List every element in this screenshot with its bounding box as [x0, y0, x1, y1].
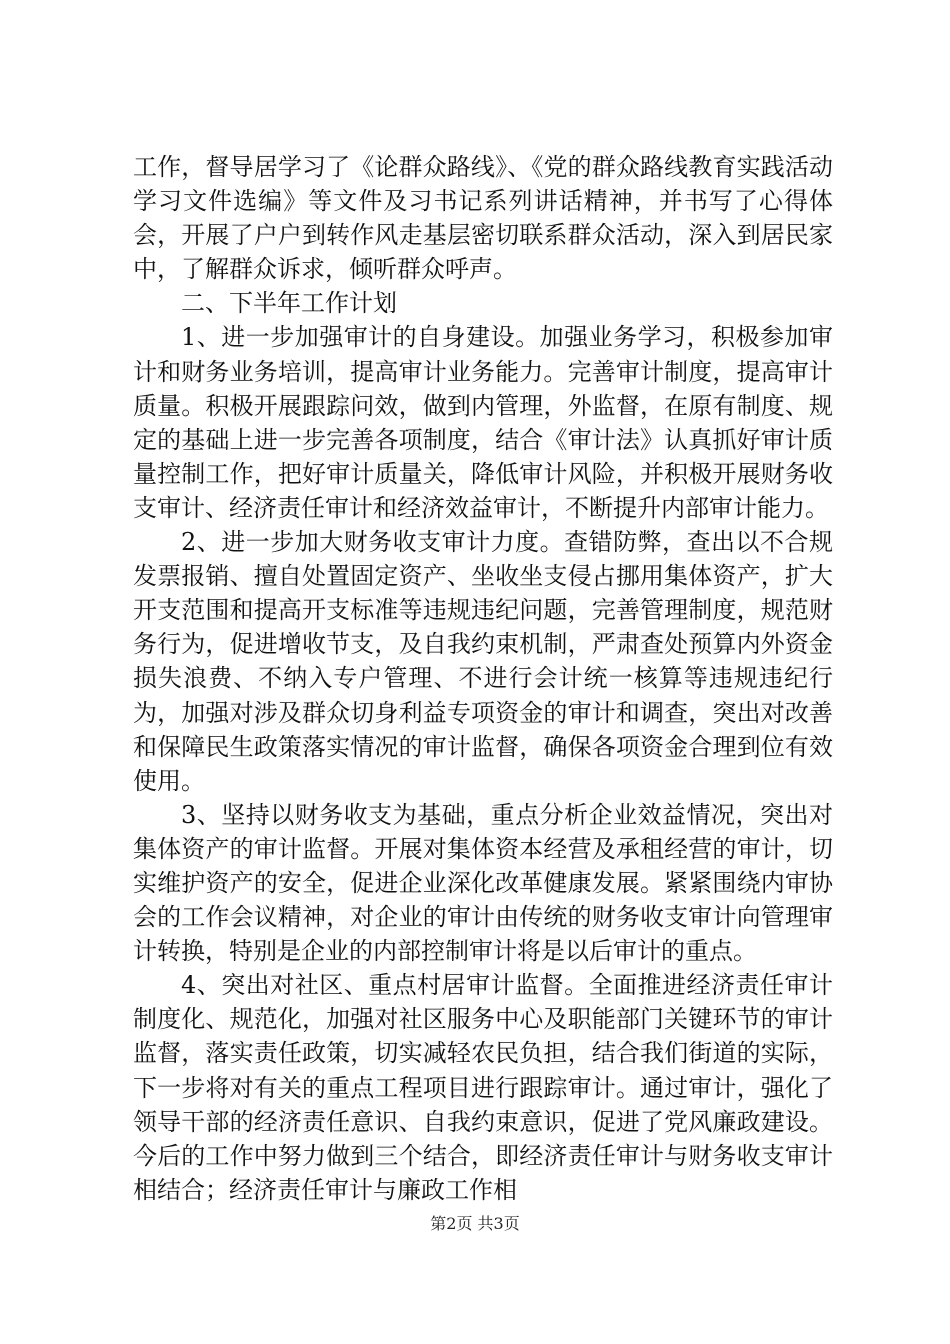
paragraph-item-4: 4、突出对社区、重点村居审计监督。全面推进经济责任审计制度化、规范化，加强对社区服务中心及职能部门关键环节的审计监督，落实责任政策，切实减轻农民负担，结合我们街道的实际，下一步将对有关的重点工程项目进行跟踪审计。通过审计，强化了领导干部的经济责任意识、自我约束意识，促进了党风廉政建设。今后的工作中努力做到三个结合，即经济责任审计与财务收支审计相结合；经济责任审计与廉政工作相 [133, 971, 833, 1204]
page-number-footer: 第2页 共3页 [430, 1214, 520, 1233]
paragraph-item-1: 1、进一步加强审计的自身建设。加强业务学习，积极参加审计和财务业务培训，提高审计业务能力。完善审计制度，提高审计质量。积极开展跟踪问效，做到内管理，外监督，在原有制度、规定的基础上进一步完善各项制度，结合《审计法》认真抓好审计质量控制工作，把好审计质量关，降低审计风险，并积极开展财务收支审计、经济责任审计和经济效益审计，不断提升内部审计能力。 [133, 323, 833, 522]
document-body [133, 150, 833, 1207]
section-heading: 二、下半年工作计划 [181, 289, 397, 318]
paragraph-continuation: 工作，督导居学习了《论群众路线》、《党的群众路线教育实践活动学习文件选编》等文件及习书记系列讲话精神，并书写了心得体会，开展了户户到转作风走基层密切联系群众活动，深入到居民家中，了解群众诉求，倾听群众呼声。 [133, 153, 833, 284]
paragraph-item-3: 3、坚持以财务收支为基础，重点分析企业效益情况，突出对集体资产的审计监督。开展对集体资本经营及承租经营的审计，切实维护资产的安全，促进企业深化改革健康发展。紧紧围绕内审协会的工作会议精神，对企业的审计由传统的财务收支审计向管理审计转换，特别是企业的内部控制审计将是以后审计的重点。 [133, 800, 833, 966]
paragraph-item-2: 2、进一步加大财务收支审计力度。查错防弊，查出以不合规发票报销、擅自处置固定资产、坐收坐支侵占挪用集体资产，扩大开支范围和提高开支标准等违规违纪问题，完善管理制度，规范财务行为，促进增收节支，及自我约束机制，严肃查处预算内外资金损失浪费、不纳入专户管理、不进行会计统一核算等违规违纪行为，加强对涉及群众切身利益专项资金的审计和调查，突出对改善和保障民生政策落实情况的审计监督，确保各项资金合理到位有效使用。 [133, 528, 833, 795]
